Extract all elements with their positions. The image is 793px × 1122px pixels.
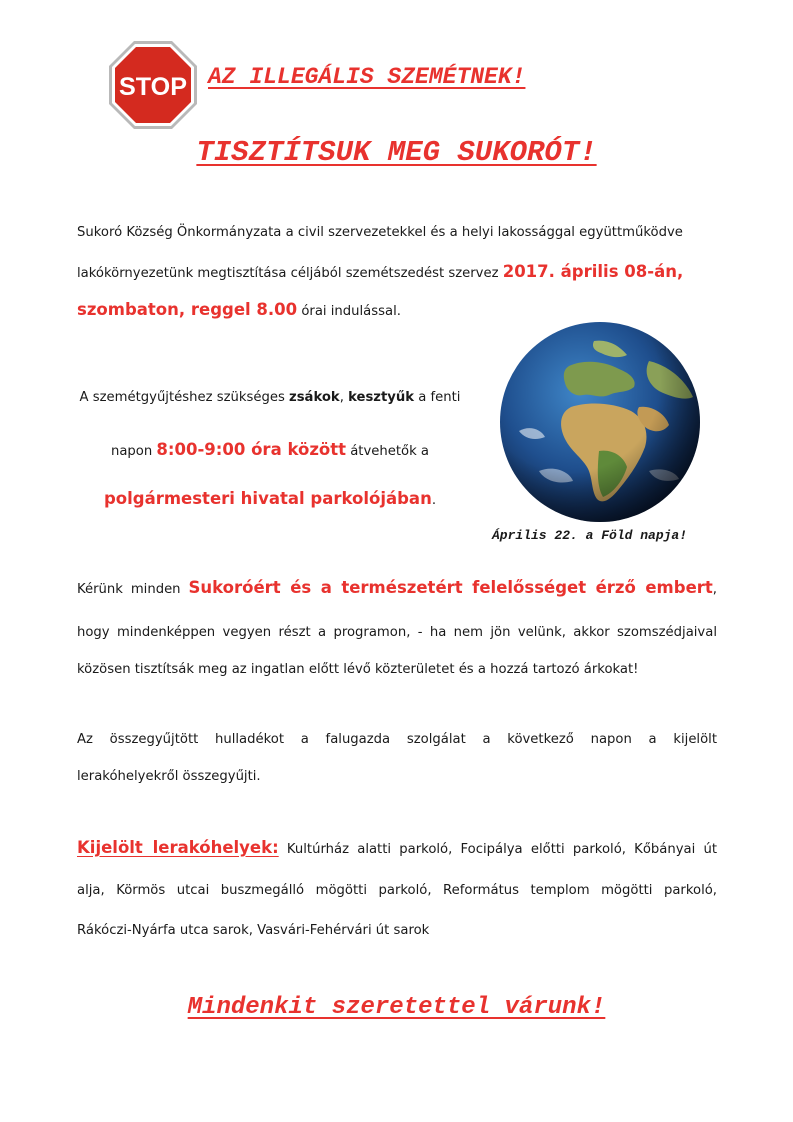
appeal-line-2: hogy mindenképpen vegyen részt a programon, - ha nem jön velünk, akkor szomszédjaival: [77, 625, 717, 640]
collection-line-1: Az összegyűjtött hulladékot a falugazda szolgálat a következő napon a kijelölt: [77, 732, 717, 747]
event-date: 2017. április 08-án,: [502, 262, 684, 281]
appeal-line-3: közösen tisztítsák meg az ingatlan előtt lévő közterületet és a hozzá tartozó árkokat!: [77, 662, 639, 677]
intro-text-end: órai indulással.: [297, 304, 401, 319]
gloves-label: kesztyűk: [348, 390, 415, 405]
supplies-text-end: a fenti: [414, 390, 461, 405]
intro-line-3: [77, 302, 401, 319]
stop-sign-label: STOP: [119, 73, 187, 101]
pickup-time: 8:00-9:00 óra között: [156, 440, 347, 459]
supplies-line-3: [60, 491, 480, 508]
supplies-text-2-end: átvehetők a: [346, 444, 430, 459]
earth-globe-image: [499, 321, 701, 523]
sites-label: Kijelölt lerakóhelyek:: [77, 838, 279, 857]
supplies-text-3-end: .: [431, 493, 437, 508]
page-title: TISZTÍTSUK MEG SUKORÓT!: [196, 136, 597, 169]
sites-text-1: Kultúrház alatti parkoló, Focipálya előtti parkoló, Kőbányai út: [278, 842, 717, 857]
collection-line-2: lerakóhelyekről összegyűjti.: [77, 769, 261, 784]
supplies-text-2: napon: [110, 444, 157, 459]
appeal-text-comma: ,: [712, 582, 717, 597]
intro-text: lakókörnyezetünk megtisztítása céljából szemétszedést szervez: [77, 266, 503, 281]
event-start-time: szombaton, reggel 8.00: [77, 300, 298, 319]
appeal-text: Kérünk minden: [77, 582, 189, 597]
intro-line-2: [77, 264, 683, 281]
sites-line-1: [77, 840, 717, 857]
supplies-separator: ,: [339, 390, 349, 405]
header-line-1: AZ ILLEGÁLIS SZEMÉTNEK!: [208, 64, 526, 90]
sites-line-2: alja, Körmös utcai buszmegálló mögötti parkoló, Református templom mögötti parkoló,: [77, 883, 717, 898]
pickup-location: polgármesteri hivatal parkolójában: [103, 489, 432, 508]
globe-caption: Április 22. a Föld napja!: [492, 528, 688, 543]
supplies-line-2: [60, 442, 480, 459]
appeal-line-1: [77, 580, 717, 597]
supplies-line-1: [60, 391, 480, 404]
bags-label: zsákok: [289, 390, 340, 405]
appeal-highlight: Sukoróért és a természetért felelősséget érző embert: [188, 578, 713, 597]
supplies-text: A szemétgyűjtéshez szükséges: [79, 390, 290, 405]
closing-message: Mindenkit szeretettel várunk!: [187, 994, 606, 1021]
intro-line-1: Sukoró Község Önkormányzata a civil szervezetekkel és a helyi lakossággal együttműködve: [77, 225, 683, 240]
stop-sign-icon: [108, 40, 198, 130]
sites-line-3: Rákóczi-Nyárfa utca sarok, Vasvári-Fehérvári út sarok: [77, 923, 430, 938]
